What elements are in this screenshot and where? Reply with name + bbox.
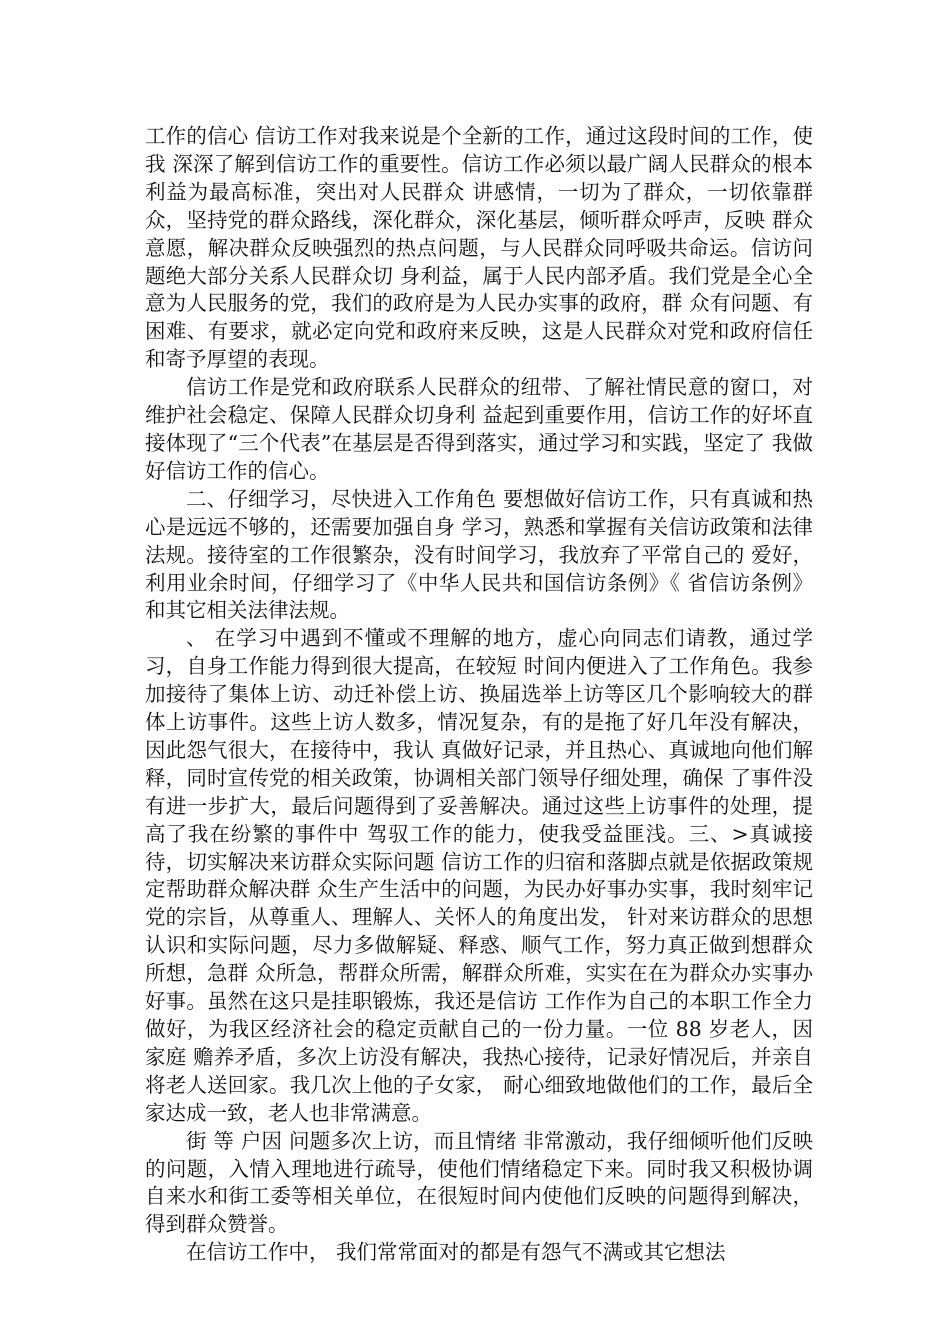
- paragraph-5: 街 等 户因 问题多次上访，而且情绪 非常激动，我仔细倾听他们反映的问题，入情入理地进行疏导，使他们情绪稳定下来。同时我又积极协调 自来水和街工委等相关单位，在很短时间内使他们反映的问题得到解决，得到群众赞誉。: [145, 1128, 813, 1237]
- paragraph-3: 二、仔细学习，尽快进入工作角色 要想做好信访工作，只有真诚和热心是远远不够的，还需要加强自身 学习，熟悉和掌握有关信访政策和法律法规。接待室的工作很繁杂，没有时间学习，我放弃了平常自己的 爱好，利用业余时间，仔细学习了《中华人民共和国信访条例》《 省信访条例》和其它相关法律法规。: [145, 486, 813, 623]
- paragraph-2: 信访工作是党和政府联系人民群众的纽带、了解社情民意的窗口，对维护社会稳定、保障人民群众切身利 益起到重要作用，信访工作的好坏直接体现了“三个代表”在基层是否得到落实，通过学习和实践，坚定了 我做好信访工作的信心。: [145, 375, 813, 483]
- paragraph-4: 、 在学习中遇到不懂或不理解的地方，虚心向同志们请教，通过学习，自身工作能力得到很大提高，在较短 时间内便进入了工作角色。我参加接待了集体上访、动迁补偿上访、换届选举上访等区几个影响较大的群 体上访事件。这些上访人数多，情况复杂，有的是拖了好几年没有解决，因此怨气很大，在接待中，我认 真做好记录，并且热心、真诚地向他们解释，同时宣传党的相关政策，协调相关部门领导仔细处理，确保 了事件没有进一步扩大，最后问题得到了妥善解决。通过这些上访事件的处理，提高了我在纷繁的事件中 驾驭工作的能力，使我受益匪浅。三、>真诚接待，切实解决来访群众实际问题 信访工作的归宿和落脚点就是依据政策规定帮助群众解决群 众生产生活中的问题，为民办好事办实事，我时刻牢记党的宗旨，从尊重人、理解人、关怀人的角度出发， 针对来访群众的思想认识和实际问题，尽力多做解疑、释惑、顺气工作，努力真正做到想群众所想，急群 众所急，帮群众所需，解群众所难，实实在在为群众办实事办好事。虽然在这只是挂职锻炼，我还是信访 工作作为自己的本职工作全力做好，为我区经济社会的稳定贡献自己的一份力量。一位 88 岁老人，因家庭 赡养矛盾，多次上访没有解决，我热心接待，记录好情况后，并亲自将老人送回家。我几次上他的子女家， 耐心细致地做他们的工作，最后全家达成一致，老人也非常满意。: [145, 626, 813, 1125]
- document-body: [145, 123, 813, 1267]
- paragraph-1: 工作的信心 信访工作对我来说是个全新的工作，通过这段时间的工作，使我 深深了解到信访工作的重要性。信访工作必须以最广阔人民群众的根本利益为最高标准，突出对人民群众 讲感情，一切为了群众，一切依靠群众，坚持党的群众路线，深化群众，深化基层，倾听群众呼声，反映 群众意愿，解决群众反映强烈的热点问题，与人民群众同呼吸共命运。信访问题绝大部分关系人民群众切 身利益，属于人民内部矛盾。我们党是全心全意为人民服务的党，我们的政府是为人民办实事的政府，群 众有问题、有困难、有要求，就必定向党和政府来反映，这是人民群众对党和政府信任和寄予厚望的表现。: [145, 124, 813, 372]
- paragraph-6: 在信访工作中， 我们常常面对的都是有怨气不满或其它想法: [186, 1240, 726, 1265]
